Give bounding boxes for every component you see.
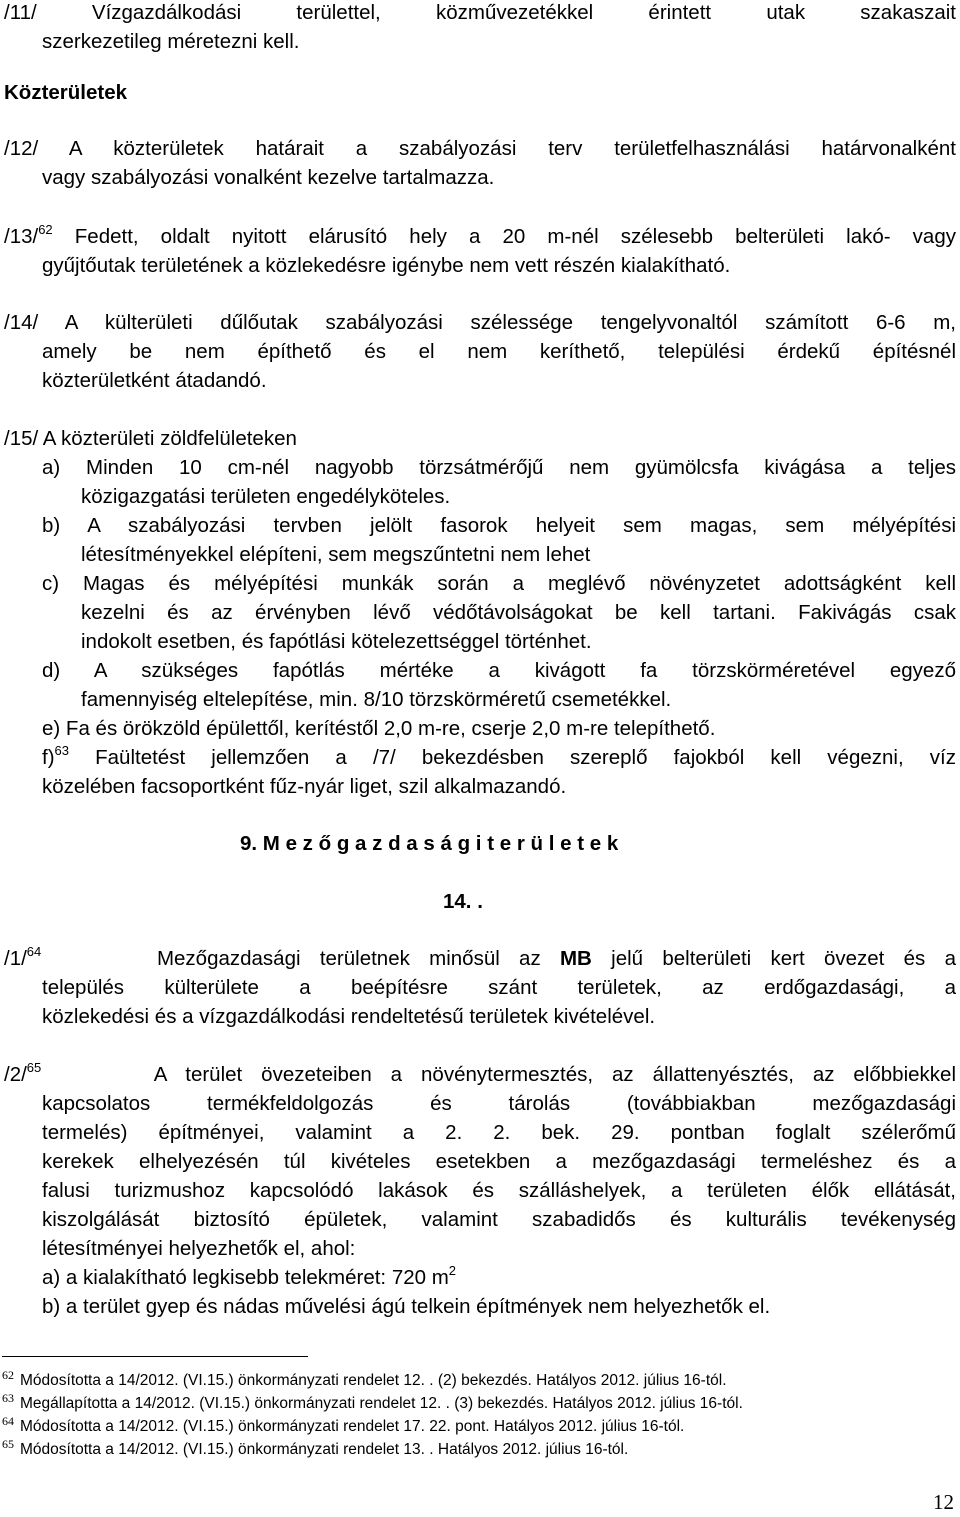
p1-number: /1/: [4, 947, 27, 970]
footnote-number: 64: [2, 1414, 14, 1428]
p15-item-f-line-1: Faültetést jellemzően a /7/ bekezdésben szereplő fajokból kell végezni, víz: [69, 746, 956, 769]
p1-line-3: közlekedési és a vízgazdálkodási rendeltetésű területek kivételével.: [42, 1005, 656, 1028]
p11-line-2: szerkezetileg méretezni kell.: [42, 30, 300, 53]
footnote-62: [2, 1370, 727, 1392]
p2-line-2: kapcsolatos termékfeldolgozás és tárolás (továbbiakban mezőgazdasági: [42, 1092, 956, 1115]
p2-item-b: b) a terület gyep és nádas művelési ágú telkein építmények nem helyezhetők el.: [42, 1295, 771, 1318]
p13-line-2: gyűjtőutak területének a közlekedésre igénybe nem vett részén kialakítható.: [42, 254, 731, 277]
p2-line-5: falusi turizmushoz kapcsolódó lakások és szálláshelyek, a területen élők ellátását,: [42, 1179, 956, 1202]
p1-line-1c: jelű belterületi kert övezet és a: [591, 947, 956, 970]
paragraph-1: [4, 944, 956, 1031]
paragraph-11: [4, 0, 956, 56]
footnote-ref-62: 62: [38, 222, 53, 237]
p2-number: /2/: [4, 1063, 27, 1086]
p15-item-d-line-2: famennyiség eltelepítése, min. 8/10 törzskörméretű csemetékkel.: [81, 688, 672, 711]
p14-line-3: közterületként átadandó.: [42, 369, 267, 392]
footnote-65: [2, 1439, 628, 1461]
footnote-separator: [2, 1356, 308, 1357]
p15-item-b-line-1: b) A szabályozási tervben jelölt fasorok helyeit sem magas, sem mélyépítési: [42, 514, 956, 537]
footnote-63: [2, 1393, 743, 1415]
p15-item-d-line-1: d) A szükséges fapótlás mértéke a kivágott fa törzskörméretével egyező: [42, 659, 956, 682]
p13-line-1: Fedett, oldalt nyitott elárusító hely a 20 m-nél szélesebb belterületi lakó- vagy: [52, 225, 956, 248]
paragraph-14: [4, 308, 956, 395]
p15-item-c-line-3: indokolt esetben, és fapótlási kötelezettséggel történhet.: [81, 630, 592, 653]
p15-heading: /15/ A közterületi zöldfelületeken: [4, 427, 297, 450]
footnote-ref-63: 63: [54, 743, 69, 758]
page-number: 12: [933, 1490, 954, 1514]
p2-line-1: A terület övezeteiben a növénytermesztés, az állattenyésztés, az előbbiekkel: [153, 1063, 956, 1086]
p2-line-3: termelés) építményei, valamint a 2. 2. bek. 29. pontban foglalt szélerőmű: [42, 1121, 956, 1144]
paragraph-2: [4, 1060, 956, 1321]
p15-item-b-line-2: létesítményekkel elépíteni, sem megszűntetni nem lehet: [81, 543, 591, 566]
footnote-text: Módosította a 14/2012. (VI.15.) önkormányzati rendelet 12. . (2) bekezdés. Hatályos 2012. július 16-tól.: [20, 1372, 727, 1389]
footnote-text: Megállapította a 14/2012. (VI.15.) önkormányzati rendelet 12. . (3) bekezdés. Hatályos 2012. július 16-tól.: [20, 1395, 743, 1412]
p12-line-1: /12/ A közterületek határait a szabályozási terv területfelhasználási határvonalként: [4, 137, 956, 160]
chapter-title: 9. M e z ő g a z d a s á g i t e r ü l e t e k: [240, 832, 619, 855]
p1-line-2: település külterülete a beépítésre szánt területek, az erdőgazdasági, a: [42, 976, 956, 999]
p2-item-a: a) a kialakítható legkisebb telekméret: 720 m: [42, 1266, 449, 1289]
p12-line-2: vagy szabályozási vonalként kezelve tartalmazza.: [42, 166, 495, 189]
paragraph-number: 14. .: [443, 890, 483, 913]
p15-item-f-label: f): [42, 746, 55, 769]
p13-number: /13/: [4, 225, 39, 248]
footnote-ref-65: 65: [26, 1060, 42, 1075]
p1-line-1a: Mezőgazdasági területnek minősül az: [156, 947, 560, 970]
paragraph-15: [4, 424, 956, 801]
p11-number: /11/: [4, 1, 37, 24]
footnote-64: [2, 1416, 684, 1438]
section-heading-kozteruletek: Közterületek: [4, 81, 128, 104]
footnote-number: 65: [2, 1437, 14, 1451]
paragraph-12: [4, 134, 956, 192]
p15-item-a-line-1: a) Minden 10 cm-nél nagyobb törzsátmérőjű nem gyümölcsfa kivágása a teljes: [42, 456, 956, 479]
p15-item-e: e) Fa és örökzöld épülettől, kerítéstől 2,0 m-re, cserje 2,0 m-re telepíthető.: [42, 717, 716, 740]
p14-line-1: /14/ A külterületi dűlőutak szabályozási szélessége tengelyvonaltól számított 6-6 m,: [4, 311, 956, 334]
footnote-number: 62: [2, 1368, 14, 1382]
footnote-text: Módosította a 14/2012. (VI.15.) önkormányzati rendelet 13. . Hatályos 2012. július 16-tól.: [20, 1441, 629, 1458]
p2-line-6: kiszolgálását biztosító épületek, valamint szabadidős és kulturális tevékenység: [42, 1208, 956, 1231]
p1-mb-code: MB: [559, 947, 592, 970]
footnote-ref-64: 64: [26, 944, 42, 959]
p2-line-7: létesítményei helyezhetők el, ahol:: [42, 1237, 356, 1260]
p15-item-a-line-2: közigazgatási területen engedélyköteles.: [81, 485, 451, 508]
footnote-number: 63: [2, 1391, 14, 1405]
p2-line-4: kerekek elhelyezésén túl kivételes esetekben a mezőgazdasági termeléshez és a: [42, 1150, 956, 1173]
paragraph-13: [4, 222, 956, 280]
p15-item-c-line-1: c) Magas és mélyépítési munkák során a meglévő növényzetet adottságként kell: [42, 572, 956, 595]
p15-item-c-line-2: kezelni és az érvényben lévő védőtávolságokat be kell tartani. Fakivágás csak: [81, 601, 956, 624]
p14-line-2: amely be nem építhető és el nem keríthető, települési érdekű építésnél: [42, 340, 956, 363]
p11-line-1: Vízgazdálkodási területtel, közművezetékkel érintett utak szakaszait: [91, 1, 956, 24]
footnote-text: Módosította a 14/2012. (VI.15.) önkormányzati rendelet 17. 22. pont. Hatályos 2012. július 16-tól.: [20, 1418, 685, 1435]
p2-item-a-superscript: 2: [448, 1263, 457, 1278]
p15-item-f-line-2: közelében facsoportként fűz-nyár liget, szil alkalmazandó.: [42, 775, 567, 798]
